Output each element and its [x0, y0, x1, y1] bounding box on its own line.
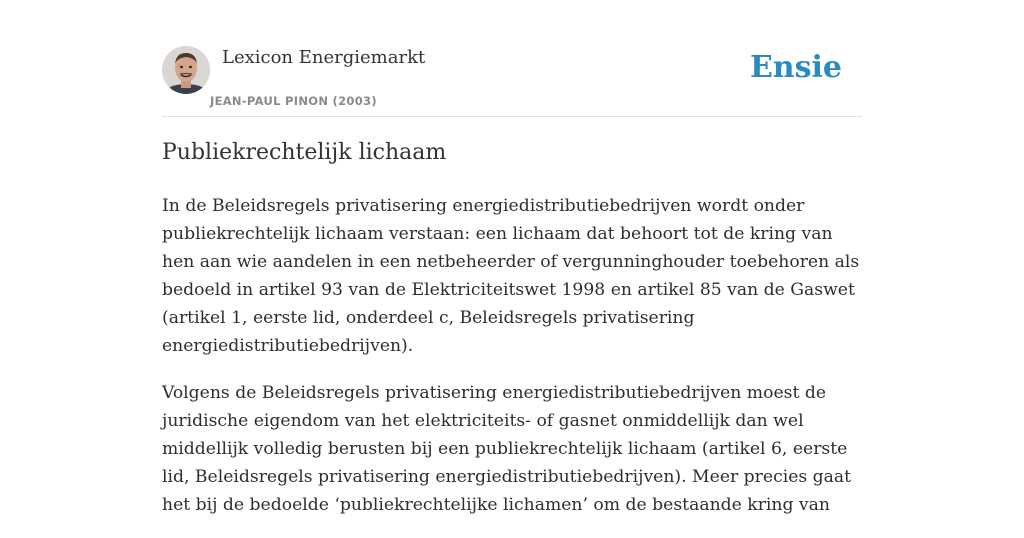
ensie-logo[interactable]: Ensie [749, 50, 842, 85]
body-paragraph: Volgens de Beleidsregels privatisering energiedistributiebedrijven moest de juridische eigendom van het elektriciteits- of gasnet onmiddellijk dan wel middellijk volledig berusten bij een publiekrechtelijk lichaam (artikel 6, eerste lid, Beleidsregels privatisering energiedistributiebedrijven). Meer precies gaat het bij de bedoelde ‘publiekrechtelijke lichamen’ om de bestaande kring van [162, 383, 852, 515]
author-portrait-icon[interactable] [162, 46, 210, 94]
entry-title: Publiekrechtelijk lichaam [162, 140, 447, 165]
header [162, 46, 862, 117]
avatar-image [162, 46, 210, 94]
author-name[interactable]: JEAN-PAUL PINON (2003) [210, 94, 377, 108]
book-title[interactable]: Lexicon Energiemarkt [222, 47, 426, 68]
entry-body [162, 192, 862, 538]
body-paragraph: In de Beleidsregels privatisering energiedistributiebedrijven wordt onder publiekrechtelijk lichaam verstaan: een lichaam dat behoort tot de kring van hen aan wie aandelen in een netbeheerder of vergunninghouder toebehoren als bedoeld in artikel 93 van de Elektriciteitswet 1998 en artikel 85 van de Gaswet (artikel 1, eerste lid, onderdeel c, Beleidsregels privatisering energiedistributiebedrijven). [162, 196, 860, 356]
